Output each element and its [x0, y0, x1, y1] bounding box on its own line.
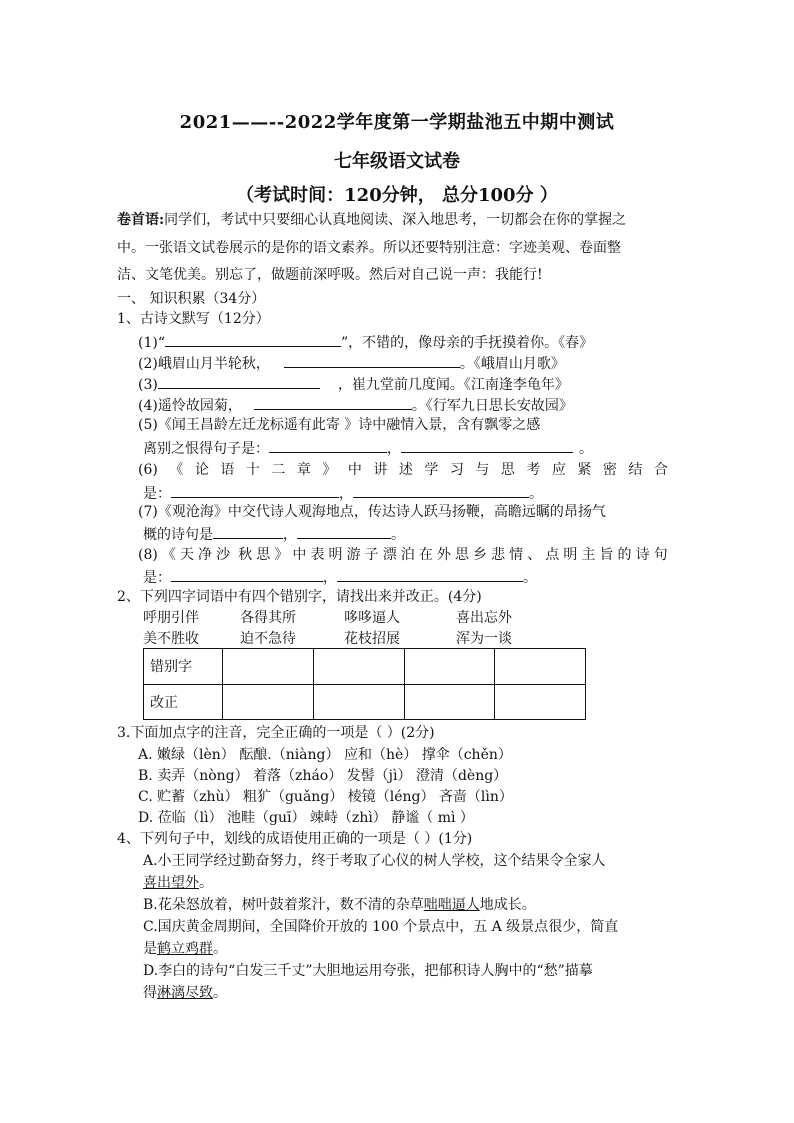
spread-char: 思	[454, 547, 469, 563]
q1-item-7-line-2	[143, 523, 405, 545]
q1-item-8-text	[138, 545, 668, 565]
spread-char: 在	[418, 547, 433, 563]
q1-item-7-end: 。	[391, 527, 405, 543]
spread-char: 考	[526, 462, 541, 478]
q1-item-2	[138, 352, 565, 374]
spread-char: 乡	[473, 547, 488, 563]
spread-char: 思	[256, 547, 271, 563]
q1-item-4-pre: (4)遥怜故园菊，	[138, 398, 242, 414]
q4-d-end: 。	[213, 985, 227, 1001]
q2-word: 呼朋引伴	[143, 610, 199, 626]
q1-item-1	[138, 331, 593, 353]
spread-char: 紧	[577, 462, 592, 478]
q4-option-b	[143, 895, 536, 915]
q1-item-4-post: 。《行军九日思长安故园》	[411, 398, 573, 414]
answer-blank[interactable]	[284, 352, 460, 368]
q1-item-6-line-2	[143, 482, 543, 504]
q4-option-a-line-2	[143, 873, 213, 893]
spread-char: (6)	[138, 462, 158, 478]
spread-char: 中	[292, 547, 307, 563]
q2-word: 迫不急待	[240, 631, 296, 647]
q1-item-2-post: 。《峨眉山月歌》	[459, 356, 565, 372]
q4-title: 4、下列句子中，划线的成语使用正确的一项是（ ）(1分)	[117, 831, 473, 847]
spread-char: 主	[581, 547, 596, 563]
answer-cell[interactable]	[404, 649, 495, 685]
spread-char: 语	[220, 462, 235, 478]
q1-item-5-end: 。	[579, 441, 593, 457]
spread-char: 表	[310, 547, 325, 563]
q2-word: 浑为一谈	[456, 631, 512, 647]
q2-word: 各得其所	[240, 610, 296, 626]
spread-char: 思	[500, 462, 515, 478]
answer-cell[interactable]	[313, 684, 404, 720]
underlined-idiom: 咄咄逼人	[423, 897, 480, 913]
answer-blank[interactable]	[165, 331, 341, 347]
q4-c-end: 。	[213, 941, 227, 957]
q1-item-5-line-2	[143, 437, 593, 459]
q4-option-d-line-2	[143, 983, 227, 1003]
underlined-idiom: 鹤立鸡群	[157, 941, 213, 957]
q1-item-4	[138, 394, 573, 416]
spread-char: 学	[424, 462, 439, 478]
spread-char: 密	[602, 462, 617, 478]
table-head-corrections: 改正	[144, 684, 223, 720]
q1-item-6-line-1	[138, 460, 668, 480]
answer-blank[interactable]	[213, 523, 283, 539]
spread-char: (8)	[138, 547, 158, 563]
q1-item-5-pre: 离别之恨得句子是：	[143, 441, 269, 457]
answer-blank[interactable]	[269, 437, 387, 453]
answer-cell[interactable]	[404, 684, 495, 720]
q2-words-row-2	[143, 629, 512, 649]
spread-char: 漂	[382, 547, 397, 563]
spread-char: 泊	[400, 547, 415, 563]
preface-line-3: 洁、文笔优美。别忘了，做题前深呼吸。然后对自己说一声：我能行!	[117, 267, 543, 283]
section-1-title: 一、 知识积累（34分）	[117, 291, 266, 307]
answer-cell[interactable]	[495, 684, 586, 720]
q4-b-pre: B.花朵怒放着，树叶鼓着浆汁，数不清的杂草	[143, 897, 424, 913]
q3-option-a: A. 嫩绿（lèn） 酝酿.（niàng） 应和（hè） 撑伞（chěn）	[138, 747, 512, 763]
q1-item-8-sep: ，	[323, 570, 337, 586]
exam-title: 2021——--2022学年度第一学期盐池五中期中测试	[179, 112, 615, 133]
q3-title: 3.下面加点字的注音，完全正确的一项是（ ）(2分)	[117, 725, 435, 741]
spread-char: 净	[198, 547, 213, 563]
spread-char: 旨	[599, 547, 614, 563]
q1-item-3	[138, 373, 569, 395]
spread-char: 结	[628, 462, 643, 478]
preface-line-2: 中。一张语文试卷展示的是你的语文素养。所以还要特别注意：字迹美观、卷面整	[117, 240, 621, 256]
spread-char: 明	[328, 547, 343, 563]
table-row	[144, 649, 586, 685]
answer-blank[interactable]	[254, 394, 412, 410]
spread-char: 合	[653, 462, 668, 478]
q1-item-6-text	[138, 460, 668, 480]
answer-blank[interactable]	[171, 482, 339, 498]
spread-char: 述	[398, 462, 413, 478]
q1-title: 1、古诗文默写（12分）	[117, 311, 270, 327]
spread-char: 习	[449, 462, 464, 478]
spread-char: 应	[551, 462, 566, 478]
q1-item-7-pre: 概的诗句是	[143, 527, 213, 543]
spread-char: 明	[563, 547, 578, 563]
q2-word: 花枝招展	[344, 631, 400, 647]
q4-option-a-line-1: A.小王同学经过勤奋努力，终于考取了心仪的树人学校，这个结果令全家人	[143, 853, 606, 869]
spread-char: 秋	[238, 547, 253, 563]
preface-text-1: 同学们，考试中只要细心认真地阅读、深入地思考，一切都会在你的掌握之	[164, 212, 627, 228]
q1-item-6-pre: 是：	[143, 486, 171, 502]
q1-item-1-post: ”，不错的，像母亲的手抚摸着你。《春》	[341, 335, 594, 351]
spread-char: 点	[545, 547, 560, 563]
answer-blank[interactable]	[353, 482, 529, 498]
q1-item-3-pre: (3)	[138, 377, 158, 393]
exam-subtitle: 七年级语文试卷	[334, 151, 460, 172]
q3-option-c: C. 贮蓄（zhù） 粗犷（guǎng） 棱镜（léng） 吝啬（lìn）	[138, 789, 513, 805]
exam-info: （考试时间：120分钟， 总分100分 ）	[236, 185, 558, 206]
underlined-idiom: 喜出望外	[143, 875, 199, 891]
spread-char: 诗	[635, 547, 650, 563]
q1-item-6-end: 。	[529, 486, 543, 502]
q1-item-7-line-1: (7)《观沧海》中交代诗人观海地点，传达诗人跃马扬鞭，高瞻远瞩的昂扬气	[138, 504, 606, 520]
spread-char: 悲	[491, 547, 506, 563]
correction-table	[143, 648, 586, 720]
q2-word: 美不胜收	[143, 631, 199, 647]
spread-char: 游	[346, 547, 361, 563]
spread-char: 二	[271, 462, 286, 478]
q2-word: 哆哆逼人	[344, 610, 400, 626]
answer-cell[interactable]	[223, 649, 314, 685]
q2-words-row-1	[143, 608, 512, 628]
spread-char: 章	[296, 462, 311, 478]
q2-title: 2、下列四字词语中有四个错别字，请找出来并改正。(4分)	[117, 589, 482, 605]
answer-cell[interactable]	[313, 649, 404, 685]
underlined-idiom: 淋漓尽致	[157, 985, 213, 1001]
spread-char: 句	[653, 547, 668, 563]
spread-char: 论	[194, 462, 209, 478]
preface-label: 卷首语:	[117, 212, 165, 228]
answer-blank[interactable]	[401, 437, 573, 453]
spread-char: 《	[161, 547, 176, 563]
table-row	[144, 684, 586, 720]
q1-item-7-sep: ，	[283, 527, 297, 543]
spread-char: 天	[179, 547, 194, 563]
q4-option-c-line-1: C.国庆黄金周期间，全国降价开放的 100 个景点中，五 A 级景点很少，简直	[143, 919, 619, 935]
q1-item-8-end: 。	[523, 570, 537, 586]
table-head-errors: 错别字	[144, 649, 223, 685]
q1-item-8-line-2	[143, 566, 537, 588]
q1-item-2-pre: (2)峨眉山月半轮秋，	[138, 356, 270, 372]
spread-char: 沙	[216, 547, 231, 563]
q1-item-8-pre: 是：	[143, 570, 171, 586]
spread-char: 《	[169, 462, 184, 478]
q1-item-3-post: ，崔九堂前几度闻。《江南逢李龟年》	[337, 377, 569, 393]
q1-item-8-line-1	[138, 545, 668, 565]
spread-char: 情	[509, 547, 524, 563]
q4-option-d-line-1: D.李白的诗句“白发三千丈”大胆地运用夸张，把郁积诗人胸中的“愁”描摹	[143, 963, 593, 979]
answer-blank[interactable]	[297, 523, 391, 539]
q4-b-post: 地成长。	[479, 897, 536, 913]
spread-char: 十	[245, 462, 260, 478]
q1-item-5-line-1: (5)《闻王昌龄左迁龙标遥有此寄 》诗中融情入景，含有飘零之感	[138, 417, 541, 433]
answer-blank[interactable]	[158, 373, 320, 389]
answer-blank[interactable]	[337, 566, 523, 582]
spread-char: 、	[527, 547, 542, 563]
spread-char: 》	[274, 547, 289, 563]
q1-item-5-sep: ，	[387, 441, 401, 457]
q4-a-end: 。	[199, 875, 213, 891]
q4-d-pre: 得	[143, 985, 157, 1001]
q3-option-b: B. 卖弄（nòng） 着落（zháo） 发髻（jì） 澄清（dèng）	[138, 768, 508, 784]
spread-char: 子	[364, 547, 379, 563]
spread-char: 外	[436, 547, 451, 563]
preface-line-1	[117, 210, 626, 230]
spread-char: 的	[617, 547, 632, 563]
q1-item-6-sep: ，	[339, 486, 353, 502]
spread-char: 与	[475, 462, 490, 478]
q4-c-pre: 是	[143, 941, 157, 957]
q4-option-c-line-2	[143, 939, 227, 959]
q2-word: 喜出忘外	[456, 610, 512, 626]
spread-char: 讲	[373, 462, 388, 478]
spread-char: 》	[322, 462, 337, 478]
q3-option-d: D. 莅临（lì） 池畦（guī） 竦峙（zhì） 静谧（ mì ）	[138, 810, 474, 826]
answer-cell[interactable]	[495, 649, 586, 685]
answer-blank[interactable]	[171, 566, 323, 582]
answer-cell[interactable]	[223, 684, 314, 720]
spread-char: 中	[347, 462, 362, 478]
q1-item-1-pre: (1)“	[138, 335, 165, 351]
